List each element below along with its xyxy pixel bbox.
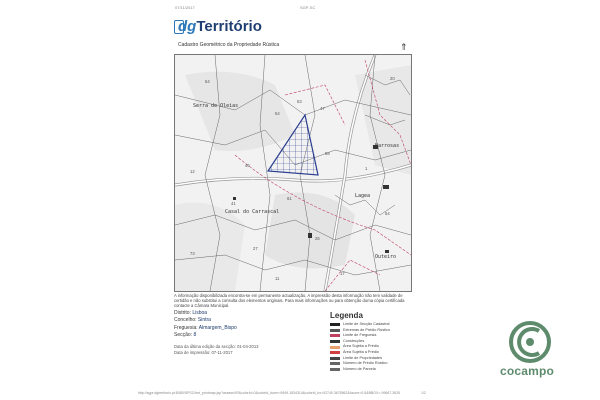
legend-label: Limite de Propriedades <box>343 355 383 360</box>
print-date: Data de impressão: 07-11-2017 <box>174 349 233 355</box>
place-casal-do-carrascal: Casal do Carrascal <box>225 209 280 215</box>
last-edit-date: Data da última edição da secção: 01-04-2013 <box>174 344 259 349</box>
parcel-number: 27 <box>253 246 258 251</box>
parcel-number: 26 <box>315 236 320 241</box>
legend-swatch <box>330 340 340 343</box>
legend-swatch <box>330 351 340 354</box>
freguesia-label: Freguesia: <box>174 324 198 331</box>
parcel-number: 1 <box>365 166 368 171</box>
map-drawing <box>175 55 411 291</box>
header-date: 07/11/2017 <box>175 5 195 10</box>
distrito-value: Lisboa <box>192 310 208 316</box>
parcel-number: 58 <box>325 151 330 156</box>
parcel-number: 12 <box>190 169 195 174</box>
legend-label: Construções <box>343 338 365 343</box>
distrito-label: Distrito: <box>174 310 191 316</box>
legend-label: Número de Prédio Rústico <box>343 361 388 366</box>
north-arrow-icon: ⇑ <box>400 42 408 52</box>
parcel-number: 17 <box>340 271 345 276</box>
legend-swatch <box>330 323 340 326</box>
logo-name: Território <box>196 18 262 35</box>
freguesia-value: Almargem_Bispo <box>198 324 237 331</box>
page-subtitle: Cadastro Geométrico da Propriedade Rústica <box>178 42 280 48</box>
legend-item <box>330 367 390 373</box>
distrito-row <box>174 310 237 317</box>
dgterritorio-logo <box>178 18 262 35</box>
place-outeiro: Outeiro <box>375 254 397 260</box>
legend-label: Número de Parcela <box>343 366 376 371</box>
legend <box>330 322 390 372</box>
parcel-number: 54 <box>205 79 210 84</box>
parcel-number: 54 <box>385 211 390 216</box>
legend-title: Legenda <box>330 311 363 320</box>
legend-swatch <box>330 362 340 365</box>
footer-url[interactable]: http://sgpr.dgterritorio.pt:8080/SPSC/fmt_printmap.jsp?assessVR&colorId=0&colorld_buerr=9949.1834314&colorld_bx=92740.3678562&locore=0.5&BBOX=-99667.3625 <box>138 391 400 395</box>
seccao-label: Secção: <box>174 331 193 338</box>
legend-label: Extremas de Prédio Rústico <box>343 327 391 332</box>
legend-label: Área Sujeita a Prédio <box>343 344 379 349</box>
legend-swatch <box>330 329 340 332</box>
seccao-row <box>174 332 237 339</box>
parcel-number: 41 <box>231 201 236 206</box>
legend-swatch <box>330 357 340 360</box>
location-info <box>174 310 237 339</box>
dates-info <box>174 344 259 355</box>
header-code: SGP-SC <box>300 5 316 10</box>
place-barrosas: Barrosas <box>375 143 400 149</box>
legend-swatch <box>330 334 340 337</box>
parcel-number: 53 <box>297 99 302 104</box>
parcel-number: 54 <box>275 111 280 116</box>
parcel-number: 61 <box>287 196 292 201</box>
legend-label: Limite de Secção Cadastral <box>343 322 390 326</box>
parcel-number: 73 <box>190 251 195 256</box>
place-serra-de-oleias: Serra de Oleias <box>193 103 239 109</box>
freguesia-row <box>174 325 237 332</box>
parcel-number: 20 <box>390 76 395 81</box>
legend-swatch <box>330 346 340 349</box>
footer-page-number: 1/2 <box>421 391 426 395</box>
logo-prefix: dg <box>178 18 197 35</box>
legend-swatch <box>330 368 340 371</box>
legend-label: Limite de Freguesia <box>343 333 377 338</box>
legend-label: Área Sujeita a Prédio <box>343 349 379 354</box>
cadastral-map[interactable] <box>174 54 412 292</box>
place-lagea: Lagea <box>355 193 371 199</box>
concelho-value: Sintra <box>197 317 211 324</box>
parcel-number: 46 <box>245 163 250 168</box>
disclaimer-text: A informação disponibilizada encontra-se em permanente actualização. A impressão desta informação não tem validade de certidão e não substitui a consulta dos elementos originais. Para mais informações ou para obtenção duma cópia certificada contacte a Câmara Municipal. <box>174 293 405 308</box>
seccao-value: 8 <box>193 331 197 338</box>
parcel-number: 11 <box>275 276 280 281</box>
parcel-number: 47 <box>320 106 325 111</box>
concelho-row <box>174 317 237 324</box>
concelho-label: Concelho: <box>174 317 197 324</box>
cocampo-brand-name: cocampo <box>500 364 555 378</box>
